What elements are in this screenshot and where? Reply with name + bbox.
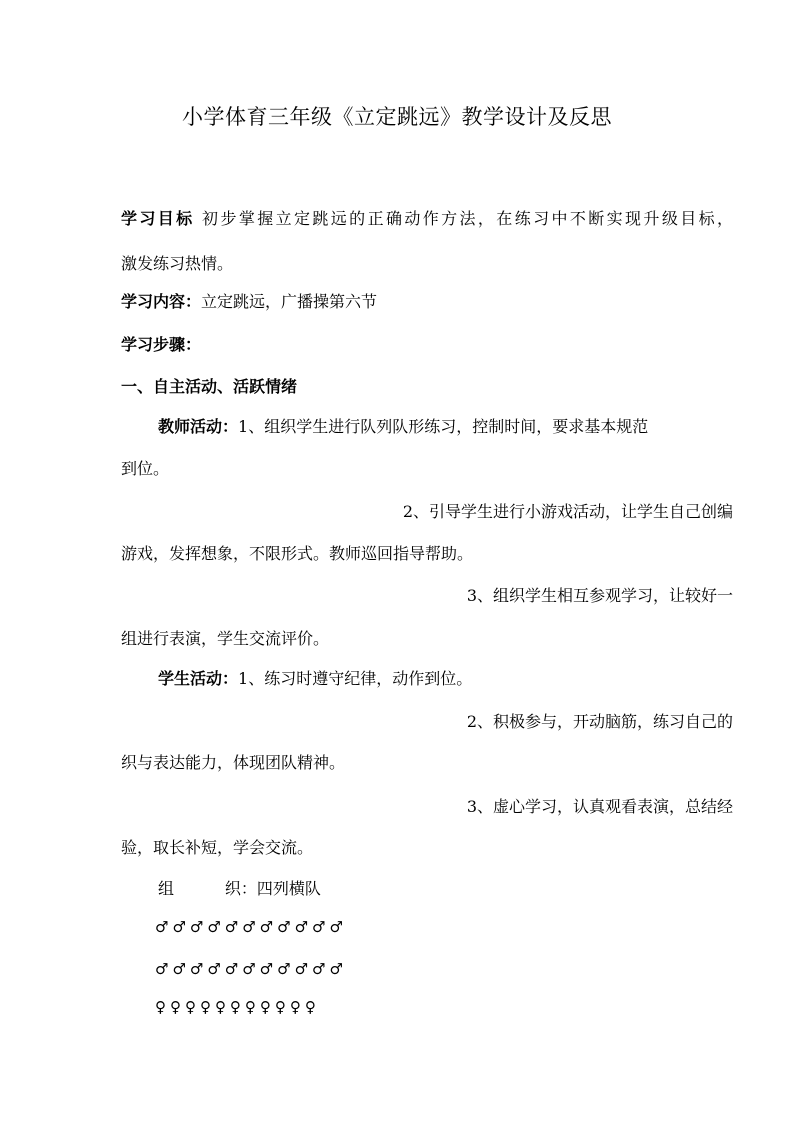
teacher-item3-line2: 组进行表演，学生交流评价。: [121, 629, 330, 648]
document-title: 小学体育三年级《立定跳远》教学设计及反思: [182, 105, 612, 129]
formation-row-1: ♂♂♂♂♂♂♂♂♂♂♂: [155, 918, 347, 936]
teacher-item1-text: 1、组织学生进行队列队形练习，控制时间，要求基本规范: [238, 417, 649, 436]
student-item1-text: 1、练习时遵守纪律，动作到位。: [238, 669, 473, 688]
content-line: [121, 290, 377, 314]
teacher-item3-line1: 3、组织学生相互参观学习，让较好一: [466, 586, 733, 605]
student-item1-line: [158, 667, 472, 691]
student-item2-line2: 织与表达能力，体现团队精神。: [121, 753, 346, 772]
goal-line-2: 激发练习热情。: [121, 254, 234, 273]
organization-label: 组 织：: [158, 879, 257, 898]
organization-text: 四列横队: [256, 879, 321, 898]
teacher-item1-line2: 到位。: [121, 459, 170, 478]
goal-line-1: [121, 207, 733, 231]
content-text: 立定跳远，广播操第六节: [201, 292, 378, 311]
content-label: 学习内容：: [121, 292, 202, 311]
teacher-item2-line1: 2、引导学生进行小游戏活动，让学生自己创编: [402, 502, 733, 521]
goal-text-1: 初步掌握立定跳远的正确动作方法，在练习中不断实现升级目标，: [194, 209, 733, 228]
student-label: 学生活动：: [158, 669, 239, 688]
teacher-item1-line1: [158, 415, 648, 439]
student-item2-line1: 2、积极参与，开动脑筋，练习自己的: [466, 712, 733, 731]
organization-line: [158, 877, 321, 901]
student-item3-line2: 验，取长补短，学会交流。: [121, 838, 314, 857]
section1-heading: 一、自主活动、活跃情绪: [121, 377, 298, 396]
teacher-label: 教师活动：: [158, 417, 239, 436]
teacher-item2-line2: 游戏，发挥想象，不限形式。教师巡回指导帮助。: [121, 544, 474, 563]
formation-row-3: ♀♀♀♀♀♀♀♀♀♀♀: [155, 998, 320, 1016]
goal-label: 学习目标: [121, 209, 195, 228]
steps-label: 学习步骤：: [121, 335, 202, 354]
formation-row-2: ♂♂♂♂♂♂♂♂♂♂♂: [155, 960, 347, 978]
student-item3-line1: 3、虚心学习，认真观看表演，总结经: [466, 797, 733, 816]
